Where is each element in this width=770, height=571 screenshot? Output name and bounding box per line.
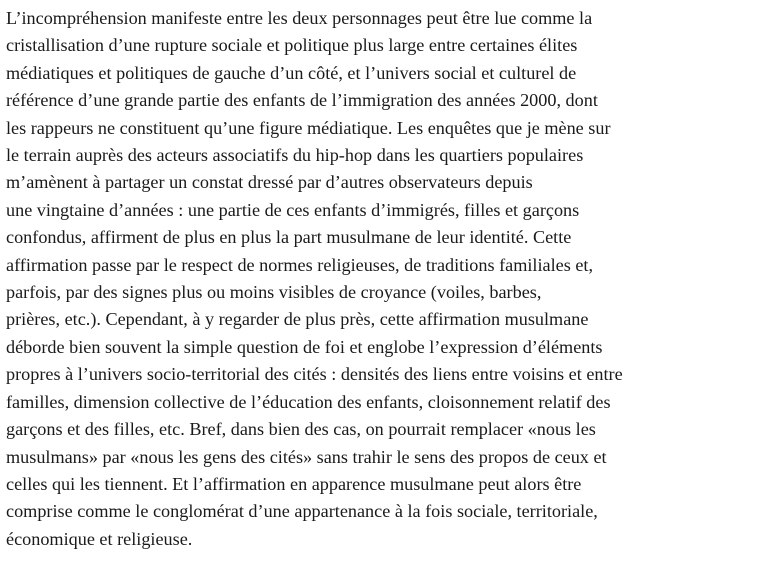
paragraph-line: médiatiques et politiques de gauche d’un côté, et l’univers social et culturel de xyxy=(6,62,577,83)
paragraph-line: celles qui les tiennent. Et l’affirmation en apparence musulmane peut alors être xyxy=(6,473,582,494)
paragraph-line: parfois, par des signes plus ou moins visibles de croyance (voiles, barbes, xyxy=(6,282,542,303)
paragraph-line: les rappeurs ne constituent qu’une figure médiatique. Les enquêtes que je mène sur xyxy=(6,117,611,138)
paragraph-line: m’amènent à partager un constat dressé par d’autres observateurs depuis xyxy=(6,172,533,193)
paragraph-line: garçons et des filles, etc. Bref, dans bien des cas, on pourrait remplacer «nous les xyxy=(6,419,596,440)
paragraph-line: prières, etc.). Cependant, à y regarder de plus près, cette affirmation musulmane xyxy=(6,309,589,330)
paragraph-line: déborde bien souvent la simple question de foi et englobe l’expression d’éléments xyxy=(6,336,603,357)
paragraph-line: propres à l’univers socio-territorial des cités : densités des liens entre voisins et entre xyxy=(6,364,623,385)
paragraph-line: une vingtaine d’années : une partie de ces enfants d’immigrés, filles et garçons xyxy=(6,199,580,220)
paragraph-line: musulmans» par «nous les gens des cités» sans trahir le sens des propos de ceux et xyxy=(6,446,607,467)
paragraph-line: économique et religieuse. xyxy=(6,528,193,549)
paragraph-line: confondus, affirment de plus en plus la part musulmane de leur identité. Cette xyxy=(6,227,572,248)
paragraph-line: familles, dimension collective de l’éducation des enfants, cloisonnement relatif des xyxy=(6,391,611,412)
article-paragraph xyxy=(6,5,764,553)
paragraph-line: référence d’une grande partie des enfants de l’immigration des années 2000, dont xyxy=(6,90,598,111)
paragraph-line: comprise comme le conglomérat d’une appartenance à la fois sociale, territoriale, xyxy=(6,501,598,522)
paragraph-line: cristallisation d’une rupture sociale et politique plus large entre certaines élites xyxy=(6,35,578,56)
paragraph-line: le terrain auprès des acteurs associatifs du hip-hop dans les quartiers populaires xyxy=(6,145,584,166)
paragraph-line: L’incompréhension manifeste entre les deux personnages peut être lue comme la xyxy=(6,8,593,28)
paragraph-line: affirmation passe par le respect de normes religieuses, de traditions familiales et, xyxy=(6,254,594,275)
